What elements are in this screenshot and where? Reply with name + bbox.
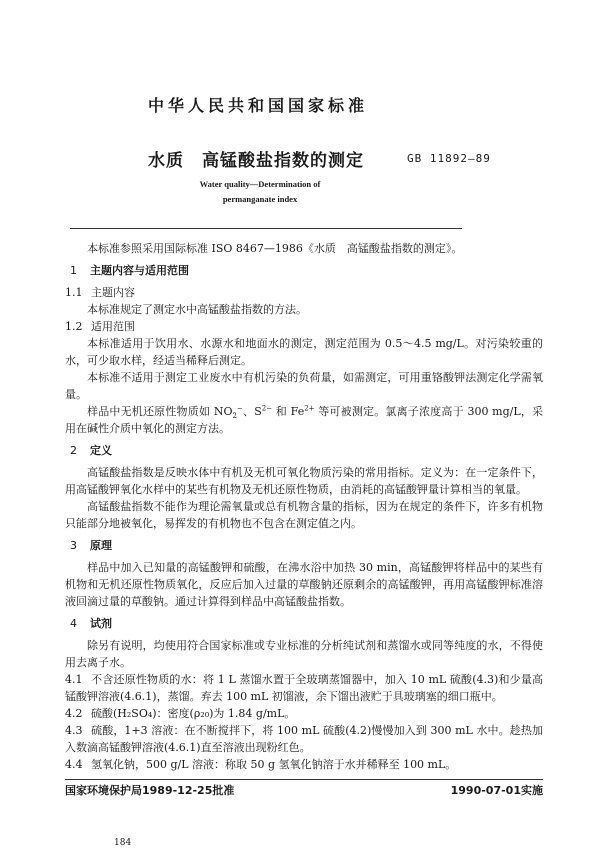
item-4-4 [65, 756, 543, 773]
superscript: 2− [261, 404, 273, 413]
section-title: 主题内容与适用范围 [90, 264, 189, 277]
section-1-body [65, 284, 543, 437]
item-text: 硫酸，1+3 溶液：在不断搅拌下，将 100 mL 硫酸(4.2)慢慢加入到 300 mL 水中。趁热加入数滴高锰酸钾溶液(4.6.1)直至溶液出现粉红色。 [65, 724, 543, 754]
standard-body-heading: 中华人民共和国国家标准 [148, 96, 369, 115]
reference-note: 本标准参照采用国际标准 ISO 8467—1986《水质 高锰酸盐指数的测定》。 [87, 242, 463, 255]
document-title: 水质 高锰酸盐指数的测定 [148, 151, 364, 171]
section-2-heading [70, 442, 543, 459]
text: 和 Fe [272, 405, 305, 418]
section-4-heading [70, 615, 543, 632]
paragraph [65, 403, 543, 437]
paragraph: 高锰酸盐指数是反映水体中有机及无机可氧化物质污染的常用指标。定义为：在一定条件下，用高锰酸钾氧化水样中的某些有机物及无机还原性物质，由消耗的高锰酸钾量计算相当的氧量。 [65, 466, 543, 496]
section-number: 3 [70, 539, 77, 552]
superscript: 2+ [304, 404, 315, 413]
item-text: 氢氧化钠，500 g/L 溶液：称取 50 g 氢氧化钠溶于水并稀释至 100 mL。 [91, 758, 457, 771]
section-3-heading [70, 537, 543, 554]
footer [65, 779, 543, 799]
english-title-line-1: Water quality—Determination of [199, 179, 321, 189]
item-number: 4.2 [65, 707, 83, 720]
paragraph: 除另有说明，均使用符合国家标准或专业标准的分析纯试剂和蒸馏水或同等纯度的水，不得使用去离子水。 [65, 639, 543, 669]
subsection-heading [65, 318, 543, 335]
item-text: 不含还原性物质的水：将 1 L 蒸馏水置于全玻璃蒸馏器中，加入 10 mL 硫酸(4.3)和少量高锰酸钾溶液(4.6.1)，蒸馏。弃去 100 mL 初馏液，余下馏出液贮于具玻璃塞的细口瓶中。 [65, 673, 543, 703]
item-4-2 [65, 705, 543, 722]
item-text: 硫酸(H₂SO₄)：密度(ρ₂₀)为 1.84 g/mL。 [91, 707, 296, 720]
english-title-line-2: permanganate index [222, 194, 298, 204]
section-title: 原理 [90, 539, 112, 552]
item-number: 4.3 [65, 724, 83, 737]
text: 、S [242, 405, 262, 418]
subsection-title: 主题内容 [91, 286, 135, 299]
item-number: 4.4 [65, 758, 83, 771]
item-number: 4.1 [65, 673, 83, 686]
subsection-number: 1.2 [65, 320, 83, 333]
paragraph: 本标准不适用于测定工业废水中有机污染的负荷量，如需测定，可用重铬酸钾法测定化学需氧量。 [65, 371, 543, 401]
section-number: 2 [70, 444, 77, 457]
section-3-body [65, 559, 543, 610]
section-2-body [65, 464, 543, 532]
subsection-heading [65, 284, 543, 301]
subsection-title: 适用范围 [91, 320, 135, 333]
paragraph: 本标准适用于饮用水、水源水和地面水的测定，测定范围为 0.5～4.5 mg/L。对污染较重的水，可少取水样，经适当稀释后测定。 [65, 337, 543, 367]
subscript: 2 [232, 412, 237, 421]
subsection-number: 1.1 [65, 286, 83, 299]
section-number: 1 [70, 264, 77, 277]
item-4-3 [65, 722, 543, 756]
section-title: 定义 [90, 444, 112, 457]
approval-date: 国家环境保护局1989-12-25批准 [65, 784, 235, 797]
superscript: − [236, 404, 243, 413]
standard-code: GB 11892—89 [407, 152, 491, 165]
paragraph: 本标准规定了测定水中高锰酸盐指数的方法。 [87, 303, 307, 316]
page-number: 184 [114, 838, 132, 848]
paragraph: 高锰酸盐指数不能作为理论需氧量或总有机物含量的指标，因为在规定的条件下，许多有机物只能部分地被氧化，易挥发的有机物也不包含在测定值之内。 [65, 500, 543, 530]
document-body [65, 240, 543, 849]
section-number: 4 [70, 617, 77, 630]
section-4-body [65, 637, 543, 773]
text: 样品中无机还原性物质如 NO [87, 405, 233, 418]
item-4-1 [65, 671, 543, 705]
section-1-heading [70, 262, 543, 279]
text: 等可被测定。氯离子浓度高于 300 mg/L，采用在碱性介质中氧化的测定方法。 [65, 405, 544, 435]
header-divider [70, 228, 462, 229]
section-title: 试剂 [90, 617, 112, 630]
effective-date: 1990-07-01实施 [450, 784, 543, 797]
paragraph: 样品中加入已知量的高锰酸钾和硫酸，在沸水浴中加热 30 min，高锰酸钾将样品中的某些有机物和无机还原性物质氧化，反应后加入过量的草酸钠还原剩余的高锰酸钾，再用高锰酸钾标准溶液回滴过量的草酸钠。通过计算得到样品中高锰酸盐指数。 [65, 561, 543, 608]
english-title [180, 177, 340, 207]
